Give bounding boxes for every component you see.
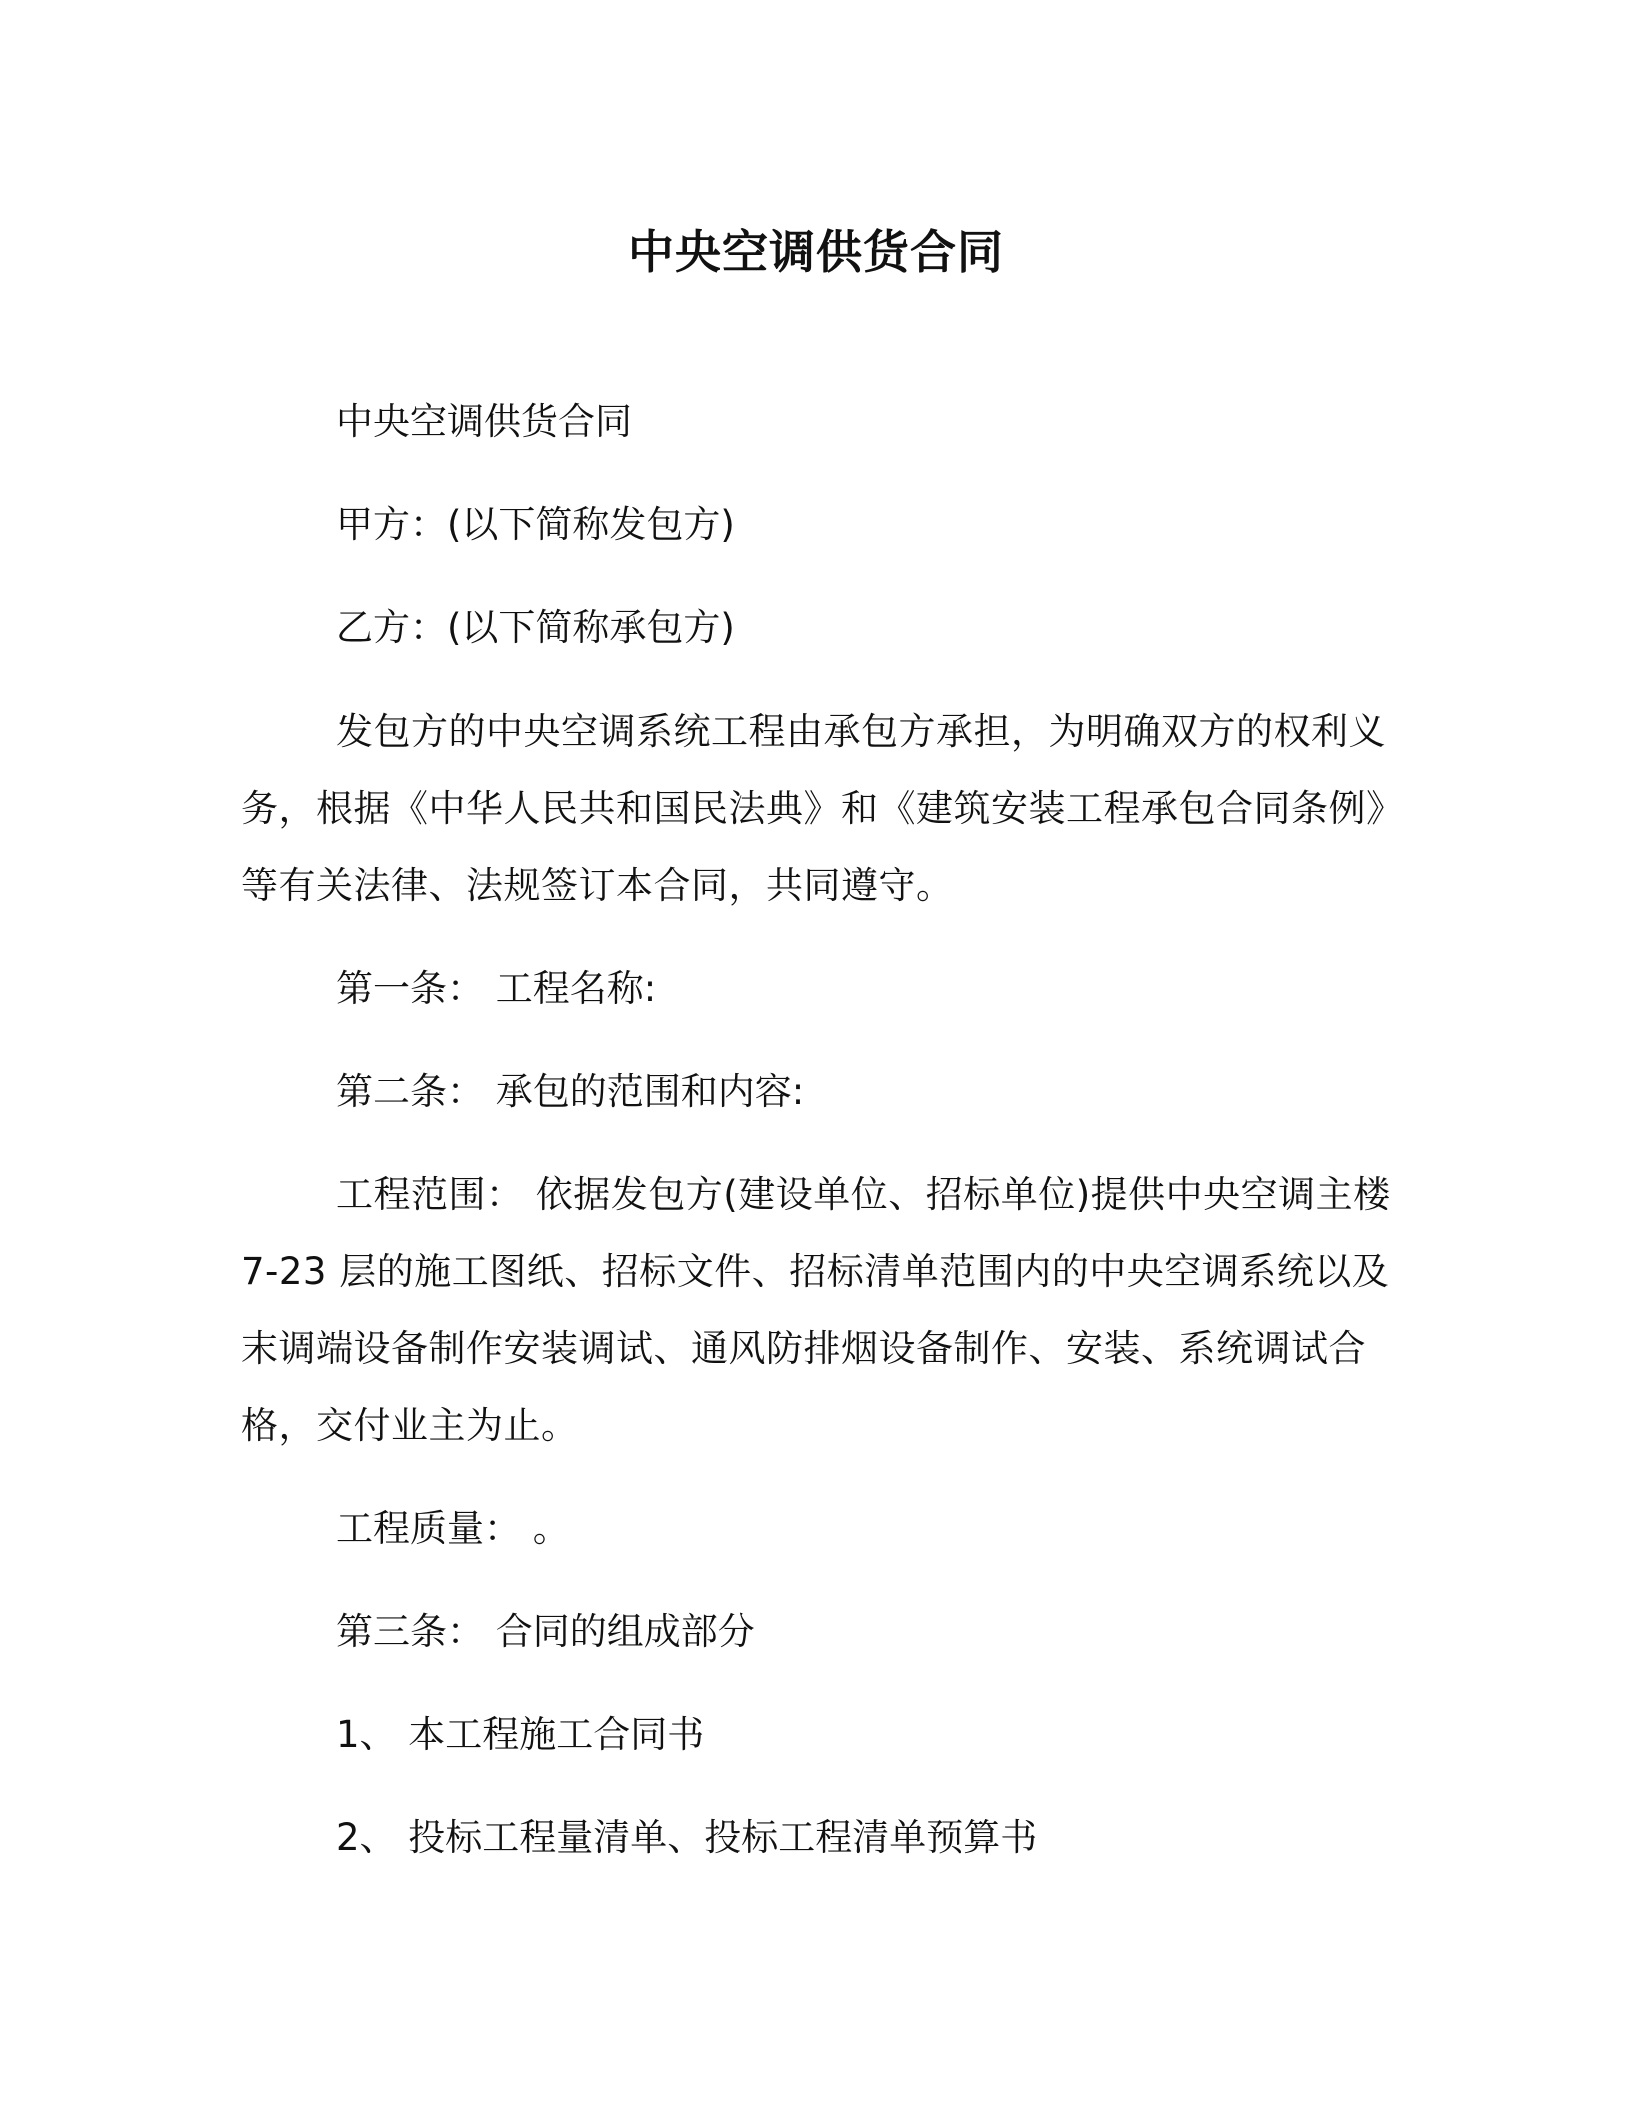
- party-a-line: 甲方：(以下简称发包方): [336, 503, 735, 546]
- scope-line-2: 7-23 层的施工图纸、招标文件、招标清单范围内的中央空调系统以及: [241, 1250, 1390, 1293]
- preamble-line-3: 等有关法律、法规签订本合同，共同遵守。: [241, 864, 954, 907]
- component-item-2: 2、 投标工程量清单、投标工程清单预算书: [336, 1816, 1038, 1859]
- scope-line-3: 末调端设备制作安装调试、通风防排烟设备制作、安装、系统调试合: [241, 1327, 1366, 1370]
- contract-heading: 中央空调供货合同: [336, 400, 632, 443]
- article-2-line: 第二条： 承包的范围和内容:: [336, 1070, 805, 1113]
- party-b-line: 乙方：(以下简称承包方): [336, 606, 735, 649]
- document-title: 中央空调供货合同: [628, 225, 1004, 279]
- article-3-line: 第三条： 合同的组成部分: [336, 1610, 755, 1653]
- scope-line-4: 格，交付业主为止。: [241, 1404, 579, 1447]
- quality-line: 工程质量： 。: [336, 1507, 570, 1550]
- preamble-line-2: 务，根据《中华人民共和国民法典》和《建筑安装工程承包合同条例》: [241, 787, 1404, 830]
- article-1-line: 第一条： 工程名称:: [336, 967, 657, 1010]
- scope-line-1: 工程范围： 依据发包方(建设单位、招标单位)提供中央空调主楼: [336, 1173, 1391, 1216]
- component-item-1: 1、 本工程施工合同书: [336, 1713, 705, 1756]
- preamble-line-1: 发包方的中央空调系统工程由承包方承担，为明确双方的权利义: [336, 710, 1386, 753]
